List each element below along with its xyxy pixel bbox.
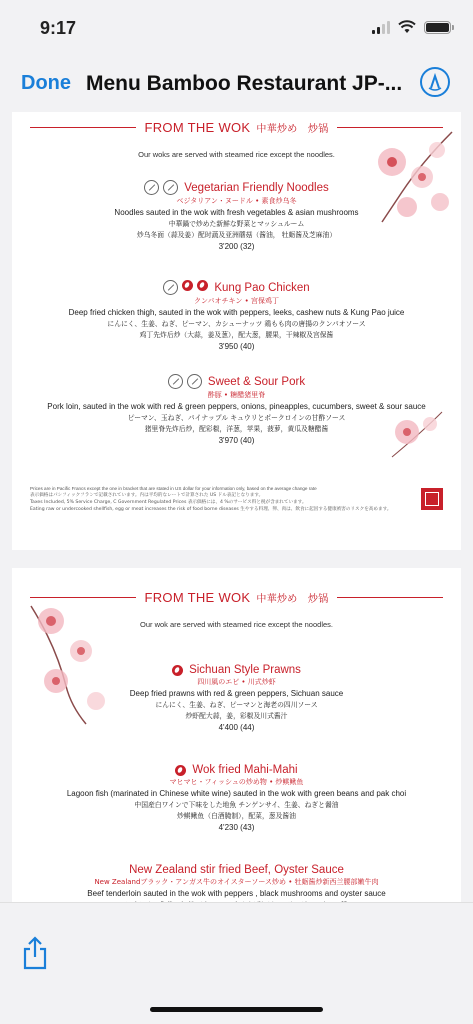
dairy-free-icon xyxy=(163,180,178,195)
menu-page-1 xyxy=(12,112,461,550)
menu-item xyxy=(12,664,461,732)
fine-print xyxy=(30,485,415,513)
menu-item xyxy=(12,280,461,351)
dish-price: 3'950 (40) xyxy=(218,342,255,352)
document-title: Menu Bamboo Restaurant JP-... xyxy=(86,72,403,95)
dish-description: Pork loin, sauted in the wok with red & green peppers, onions, pineapples, cucumbers, sweet & sour sauce xyxy=(47,402,426,411)
dish-name-jp: New Zealandブラック・アンガス牛のオイスターソース炒め • 牡蛎酱炒新西兰腰部嫩牛肉 xyxy=(94,878,379,886)
dish-name-jp: クンパオチキン • 宫保鸡丁 xyxy=(193,297,280,305)
dish-price: 3'200 (32) xyxy=(218,242,255,252)
dish-price: 3'970 (40) xyxy=(218,436,255,446)
dish-description-jp: にんにく、生姜、ねぎ、ピーマン、カシューナッツ 鶏もも肉の唐揚のクンパオソース xyxy=(107,320,366,328)
menu-item xyxy=(12,180,461,251)
markup-pen-icon[interactable] xyxy=(420,67,450,97)
dish-description-jp: にんにく、生姜、ねぎ、ピーマンと海老の四川ソース xyxy=(155,701,318,709)
section-title-cn: 中華炒め 炒锅 xyxy=(256,124,329,135)
section-intro: Our woks are served with steamed rice except the noodles. xyxy=(138,150,335,159)
wifi-icon xyxy=(398,20,416,34)
navigation-bar xyxy=(0,56,473,112)
dish-description-cn: 猪里脊先炸后炒，配彩椒，洋葱，苹果，菠萝，黄瓜及糖醋酱 xyxy=(144,425,329,434)
dairy-free-icon xyxy=(187,374,202,389)
battery-icon xyxy=(424,21,451,34)
menu-page-2 xyxy=(12,568,461,928)
fine-print-line: Eating raw or undercooked shellfish, egg or meat increases the risk of food borne diseases 生やする料理、卵、肉は、飲食に起因する健康被害のリスクを高めます。 xyxy=(30,507,392,513)
dish-price: 4'400 (44) xyxy=(218,723,255,733)
chili-icon xyxy=(175,765,186,776)
section-title-cn: 中華炒め 炒锅 xyxy=(256,594,329,605)
section-intro: Our wok are served with steamed rice except the noodles. xyxy=(139,620,333,629)
dish-description: Lagoon fish (marinated in Chinese white wine) sauted in the wok with green beans and pak choi xyxy=(66,789,407,798)
restaurant-stamp-logo xyxy=(421,488,443,510)
dish-name: New Zealand stir fried Beef, Oyster Sauce xyxy=(129,864,344,876)
dish-description: Beef tenderloin sauted in the wok with peppers , black mushrooms and oyster sauce xyxy=(87,889,386,898)
share-icon[interactable] xyxy=(22,936,48,970)
dish-name-jp: ベジタリアン・ヌードル • 素食炒乌冬 xyxy=(176,197,297,205)
dish-description-cn: 炒虾配大蒜，姜，彩椒及川式酱汁 xyxy=(185,712,288,721)
bottom-toolbar xyxy=(0,902,473,1024)
fine-print-line: 表示価格はパシフィックフランで記載されています。内は平均的なレートで計算された US ドル表記となります。 xyxy=(30,493,264,499)
section-title: FROM THE WOK xyxy=(144,120,251,135)
dish-price: 4'230 (43) xyxy=(218,823,255,833)
dish-name-jp: 四川風のエビ • 川式炒虾 xyxy=(197,678,276,686)
dish-description-jp: 中国産白ワインで下味をした地魚 チンゲンサイ、生姜、ねぎと醤油 xyxy=(134,801,339,809)
dish-name: Sweet & Sour Pork xyxy=(207,375,306,388)
dish-name-jp: 酢豚 • 糖醋猪里脊 xyxy=(207,391,266,399)
status-bar xyxy=(0,0,473,56)
fine-print-line: Taxes Included, 5% Service Charge, C Government Regulated Prices 表示価格には、4 %のサービス料と税が含まれています。 xyxy=(30,500,307,506)
section-title: FROM THE WOK xyxy=(144,590,251,605)
dish-name: Sichuan Style Prawns xyxy=(189,664,301,676)
chili-icon xyxy=(182,280,193,291)
dish-name-jp: マヒマヒ・フィッシュの炒め物 • 炒鲯鳅鱼 xyxy=(169,778,304,786)
dish-description-cn: 炒乌冬面（蒜及姜）配时蔬及亚洲蘑菇（酱油， 牡蛎酱及芝麻油） xyxy=(136,231,337,240)
status-icons xyxy=(372,20,451,34)
dish-description-cn: 炒鲯鳅鱼（白酒腌制），配菜，葱及酱油 xyxy=(177,812,296,821)
dairy-free-icon xyxy=(163,280,178,295)
done-button[interactable]: Done xyxy=(21,72,71,94)
dish-description-jp: ピーマン、玉ねぎ、パイナップル キュウリとポークロインの甘酢ソース xyxy=(127,414,346,422)
chili-icon xyxy=(197,280,208,291)
fine-print-line: Prices are in Pacific Francs except the one in bracket that are stated in US dollar for your information only, based on the average change rate xyxy=(30,486,317,491)
dish-description: Deep fried prawns with red & green peppers, Sichuan sauce xyxy=(129,689,344,698)
pdf-viewer[interactable] xyxy=(0,112,473,902)
dish-description: Deep fried chicken thigh, sauted in the wok with peppers, leeks, cashew nuts & Kung Pao juice xyxy=(68,308,405,317)
dish-description-jp: 中華鍋で炒めた新鮮な野菜とマッシュルーム xyxy=(168,220,305,228)
dish-name: Vegetarian Friendly Noodles xyxy=(184,181,329,194)
dish-name: Wok fried Mahi-Mahi xyxy=(192,764,298,776)
clock: 9:17 xyxy=(40,18,77,38)
menu-item xyxy=(12,764,461,832)
dish-description-cn: 鸡丁先炸后炒（大蒜，姜及葱），配大葱，腰果，干辣椒及宫保酱 xyxy=(139,331,334,340)
dish-name: Kung Pao Chicken xyxy=(214,281,310,294)
no-peanut-icon xyxy=(168,374,183,389)
no-peanut-icon xyxy=(144,180,159,195)
chili-icon xyxy=(172,665,183,676)
menu-item xyxy=(12,374,461,445)
signal-icon xyxy=(372,21,390,34)
dish-description: Noodles sauted in the wok with fresh vegetables & asian mushrooms xyxy=(114,208,359,217)
home-indicator[interactable] xyxy=(150,1007,323,1012)
